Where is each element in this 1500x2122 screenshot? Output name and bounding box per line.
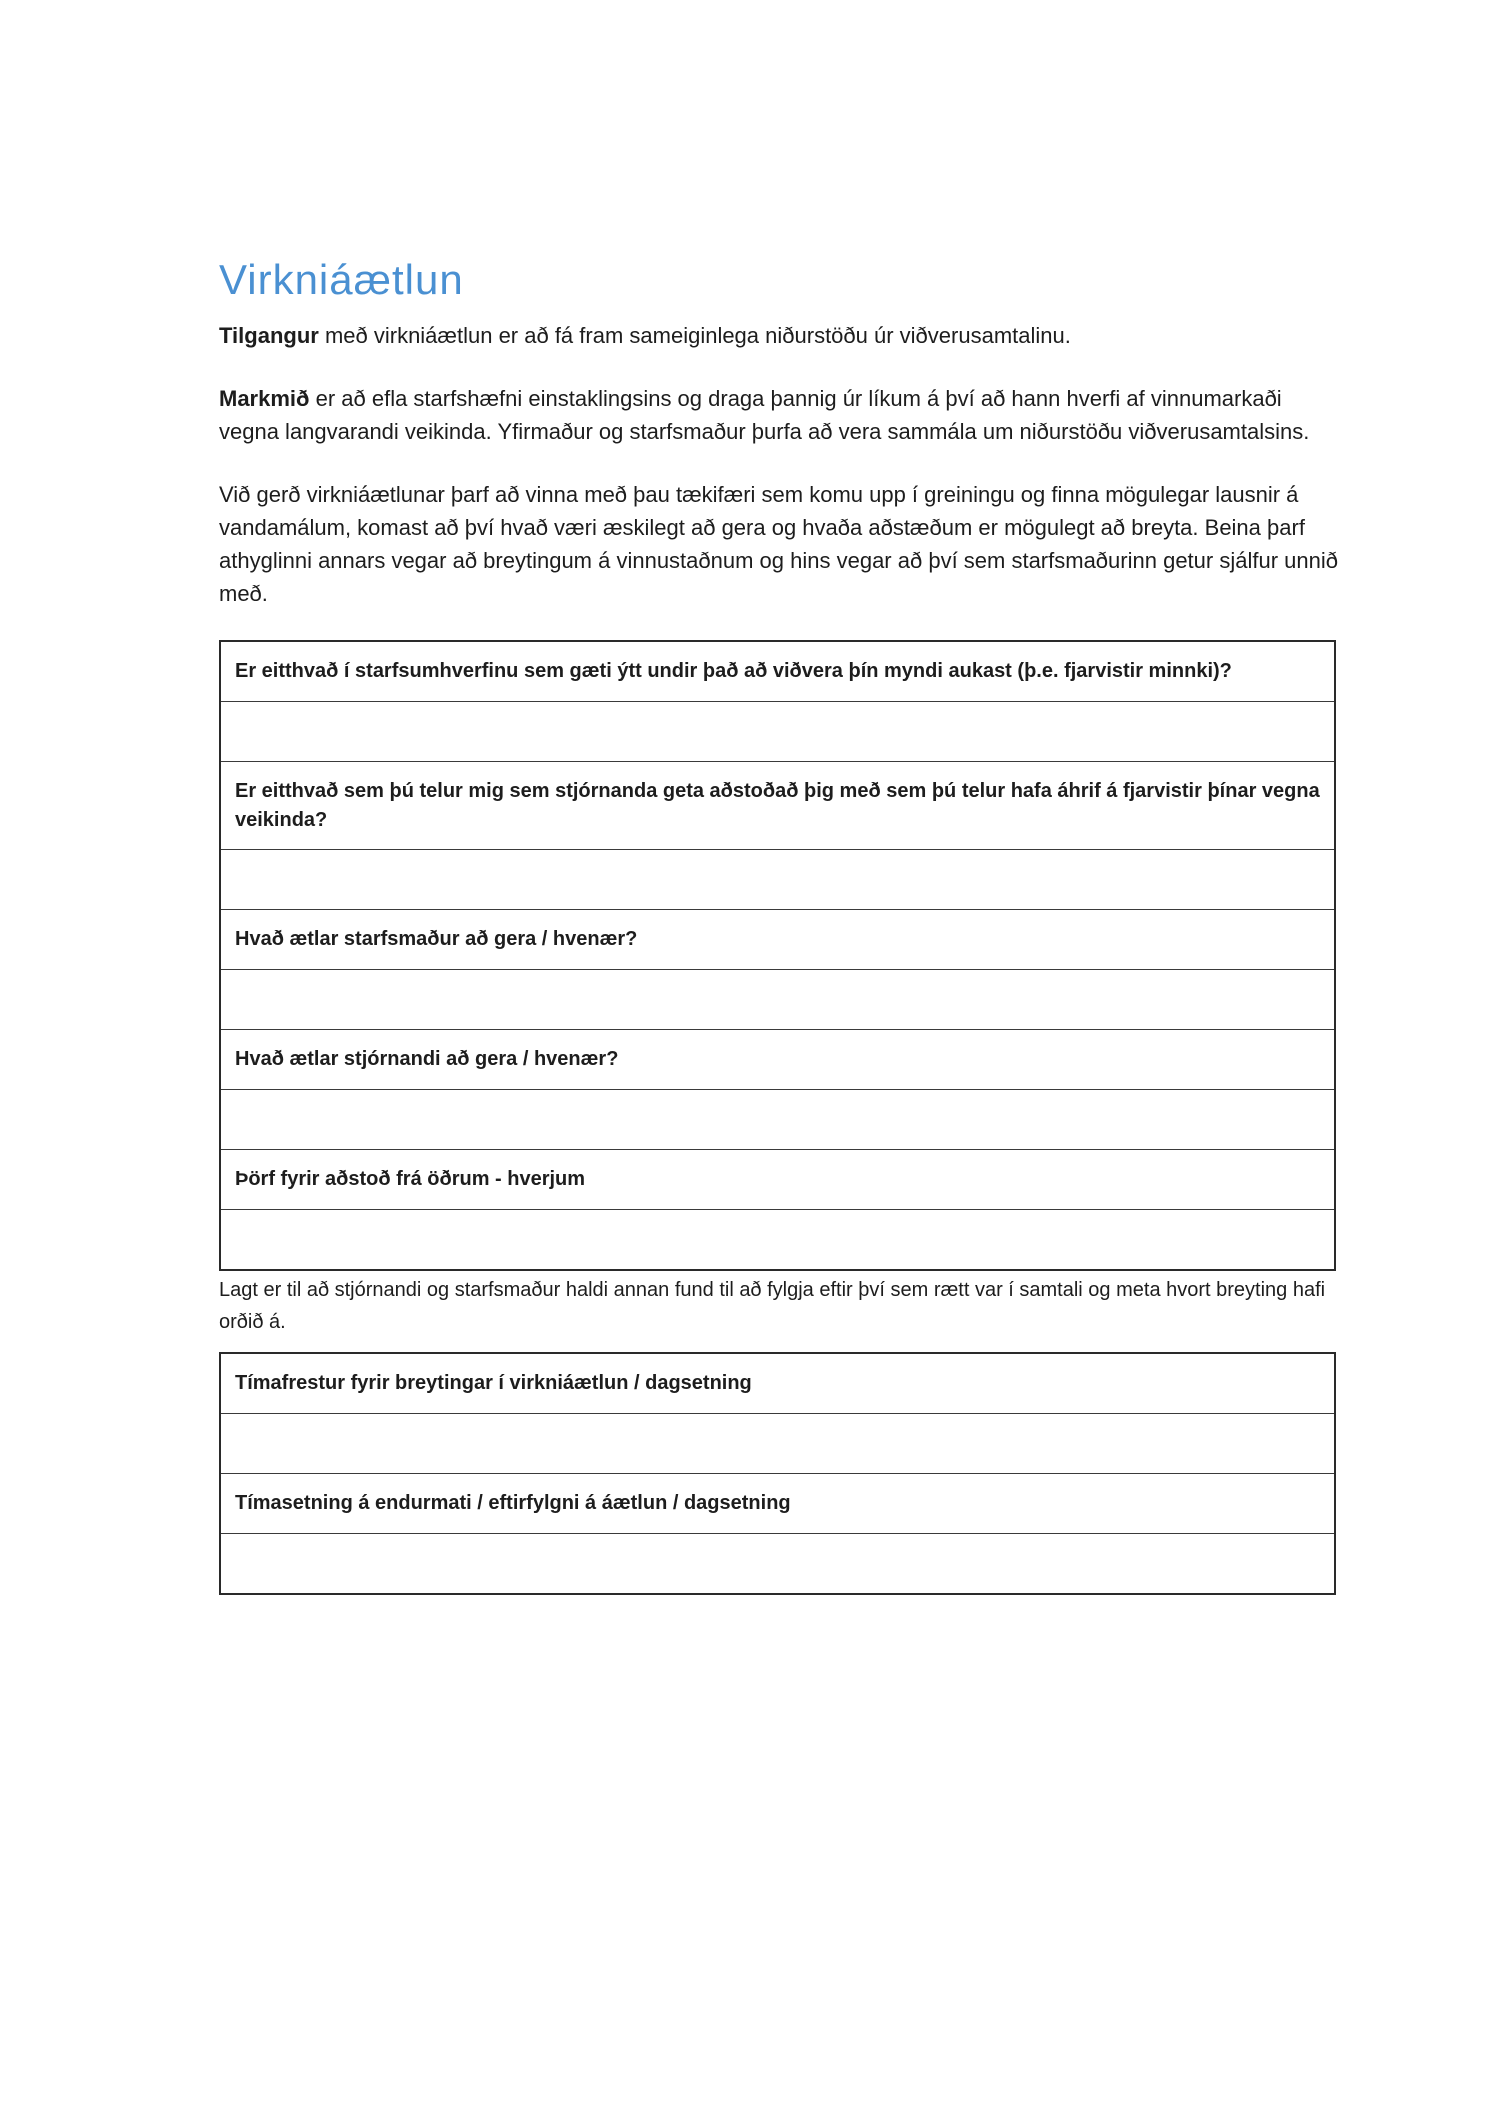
intro-markmid — [219, 382, 1339, 448]
follow-up-table — [219, 1352, 1336, 1595]
question-cell: Tímasetning á endurmati / eftirfylgni á áætlun / dagsetning — [220, 1474, 1335, 1534]
follow-up-note: Lagt er til að stjórnandi og starfsmaður haldi annan fund til að fylgja eftir því sem rætt var í samtali og meta hvort breyting hafi orðið á. — [219, 1279, 1326, 1333]
plan-questions-table — [219, 640, 1336, 1271]
question-cell: Er eitthvað sem þú telur mig sem stjórnanda geta aðstoðað þig með sem þú telur hafa áhrif á fjarvistir þínar vegna veikinda? — [220, 762, 1335, 850]
answer-cell[interactable] — [220, 702, 1335, 762]
answer-row — [220, 970, 1335, 1030]
markmid-text: er að efla starfshæfni einstaklingsins og draga þannig úr líkum á því að hann hverfi af vinnumarkaði vegna langvarandi veikinda. Yfirmaður og starfsmaður þurfa að vera sammála um niðurstöðu viðverusamtalsins. — [219, 386, 1310, 444]
question-cell: Hvað ætlar stjórnandi að gera / hvenær? — [220, 1030, 1335, 1090]
answer-cell[interactable] — [220, 850, 1335, 910]
answer-row — [220, 1210, 1335, 1271]
answer-cell[interactable] — [220, 1414, 1335, 1474]
question-row — [220, 910, 1335, 970]
question-row — [220, 641, 1335, 702]
question-row — [220, 762, 1335, 850]
answer-cell[interactable] — [220, 1210, 1335, 1271]
answer-row — [220, 1534, 1335, 1595]
tilgangur-text: með virkniáætlun er að fá fram sameiginlega niðurstöðu úr viðverusamtalinu. — [318, 323, 1071, 348]
answer-row — [220, 1414, 1335, 1474]
answer-cell[interactable] — [220, 1090, 1335, 1150]
intro-tilgangur — [219, 319, 1339, 352]
tilgangur-label: Tilgangur — [219, 323, 319, 348]
document-page — [219, 255, 1339, 1595]
answer-cell[interactable] — [220, 1534, 1335, 1595]
page-title: Virkniáætlun — [219, 256, 464, 303]
intro-paragraph: Við gerð virkniáætlunar þarf að vinna með þau tækifæri sem komu upp í greiningu og finna mögulegar lausnir á vandamálum, komast að því hvað væri æskilegt að gera og hvaða aðstæðum er mögulegt að breyta. Beina þarf athyglinni annars vegar að breytingum á vinnustaðnum og hins vegar að því sem starfsmaðurinn getur sjálfur unnið með. — [219, 482, 1338, 606]
question-row — [220, 1353, 1335, 1414]
question-cell: Þörf fyrir aðstoð frá öðrum - hverjum — [220, 1150, 1335, 1210]
question-cell: Tímafrestur fyrir breytingar í virkniáætlun / dagsetning — [220, 1353, 1335, 1414]
question-row — [220, 1150, 1335, 1210]
markmid-label: Markmið — [219, 386, 310, 411]
question-cell: Er eitthvað í starfsumhverfinu sem gæti ýtt undir það að viðvera þín myndi aukast (þ.e. fjarvistir minnki)? — [220, 641, 1335, 702]
answer-cell[interactable] — [220, 970, 1335, 1030]
question-row — [220, 1474, 1335, 1534]
answer-row — [220, 702, 1335, 762]
question-row — [220, 1030, 1335, 1090]
question-cell: Hvað ætlar starfsmaður að gera / hvenær? — [220, 910, 1335, 970]
answer-row — [220, 850, 1335, 910]
answer-row — [220, 1090, 1335, 1150]
